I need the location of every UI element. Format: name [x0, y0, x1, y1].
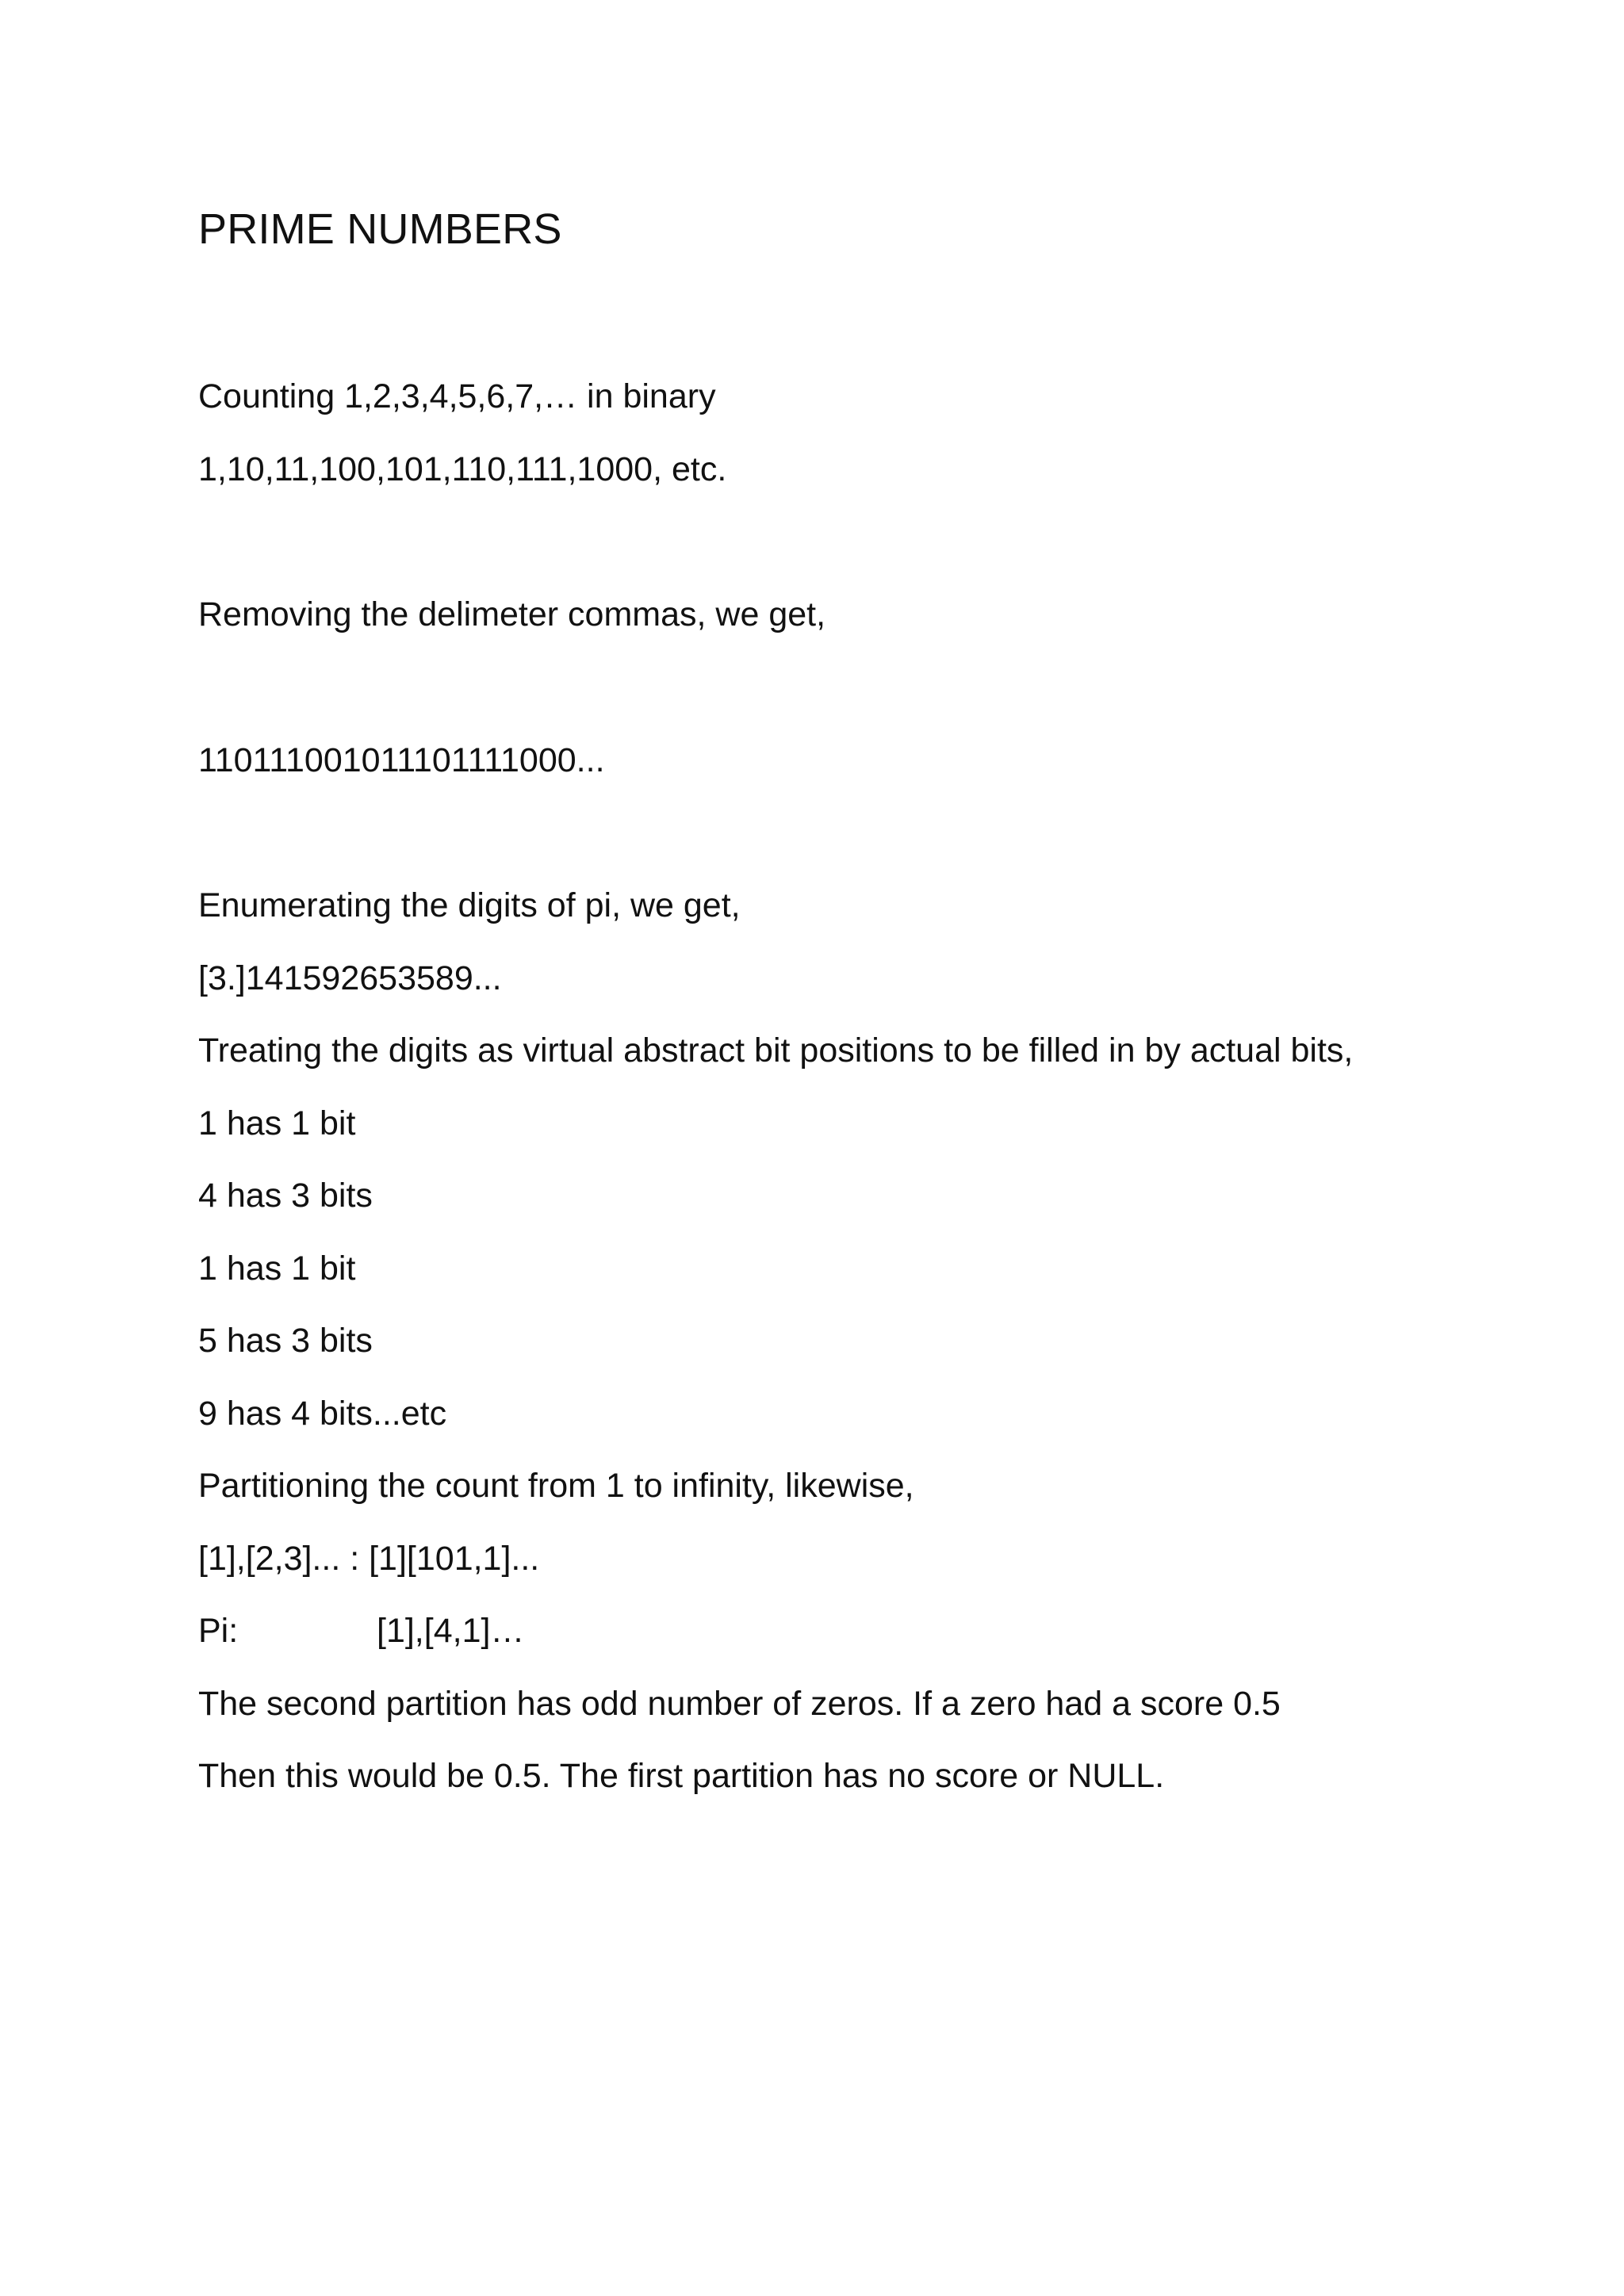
text-line-5-has-3-bits: 5 has 3 bits: [198, 1322, 373, 1360]
text-line-binary-list: 1,10,11,100,101,110,111,1000, etc.: [198, 450, 727, 488]
text-line-1-has-1-bit: 1 has 1 bit: [198, 1104, 356, 1142]
text-line-partitioning: Partitioning the count from 1 to infinity, likewise,: [198, 1467, 914, 1505]
text-line-counting: Counting 1,2,3,4,5,6,7,… in binary: [198, 377, 716, 415]
text-line-4-has-3-bits: 4 has 3 bits: [198, 1177, 373, 1215]
text-line-treating-digits: Treating the digits as virtual abstract bit positions to be filled in by actual bits,: [198, 1031, 1354, 1070]
text-line-9-has-4-bits: 9 has 4 bits...etc: [198, 1395, 447, 1433]
text-line-first-partition: Then this would be 0.5. The first partition has no score or NULL.: [198, 1757, 1165, 1795]
text-line-partition-example: [1],[2,3]... : [1][101,1]...: [198, 1540, 540, 1578]
text-line-1-has-1-bit-again: 1 has 1 bit: [198, 1249, 356, 1288]
document-title: PRIME NUMBERS: [198, 205, 562, 253]
text-line-pi-digits: [3.]141592653589...: [198, 959, 502, 997]
text-line-removing-commas: Removing the delimeter commas, we get,: [198, 595, 826, 633]
text-line-pi-partition: [198, 1609, 524, 1653]
text-line-enumerating-pi: Enumerating the digits of pi, we get,: [198, 886, 741, 924]
pi-partition-value: [1],[4,1]…: [377, 1612, 525, 1650]
pi-label: Pi:: [198, 1612, 239, 1650]
text-line-second-partition: The second partition has odd number of zeros. If a zero had a score 0.5: [198, 1685, 1281, 1723]
text-line-binary-string: 110111001011101111000...: [198, 741, 605, 779]
